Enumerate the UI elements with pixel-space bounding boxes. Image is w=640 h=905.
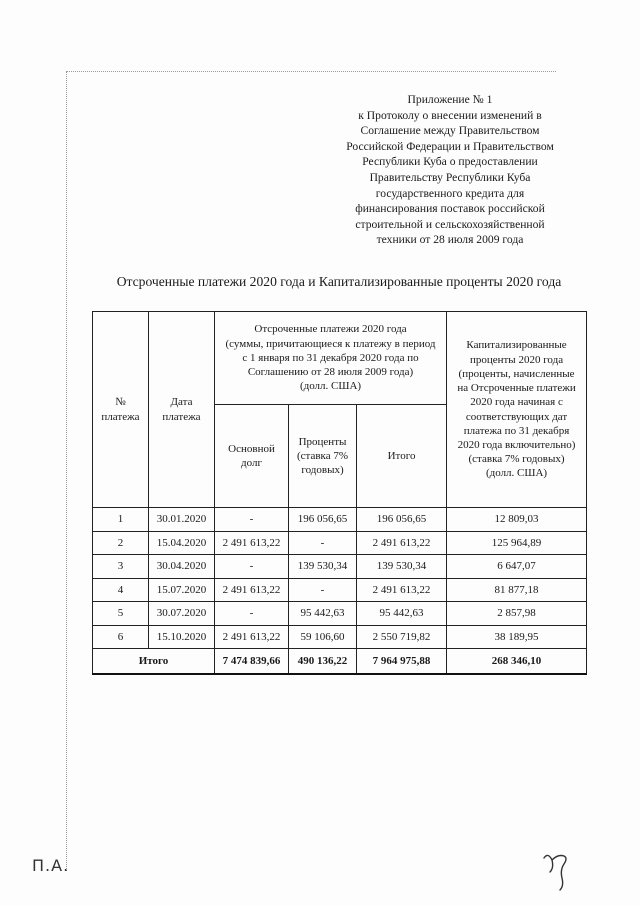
header-text: соответствующих дат (465, 410, 568, 423)
header-text: платежа (162, 410, 201, 423)
header-capitalized-interest (447, 312, 587, 508)
appendix-line: Правительству Республики Куба (369, 170, 531, 184)
header-text: (ставка 7% годовых) (468, 453, 565, 466)
table-row (93, 555, 587, 579)
appendix-line: строительной и сельскохозяйственной (355, 217, 545, 231)
cell-principal: - (215, 602, 289, 626)
cell-principal: 2 491 613,22 (215, 578, 289, 602)
initials: П.А. (32, 856, 70, 875)
total-capitalized: 268 346,10 (447, 649, 587, 675)
cell-date: 30.01.2020 (149, 508, 215, 532)
header-text: (суммы, причитающиеся к платежу в период (225, 337, 436, 350)
total-sum: 7 964 975,88 (357, 649, 447, 675)
cell-interest: 95 442,63 (289, 602, 357, 626)
cell-no: 4 (93, 578, 149, 602)
header-text: 2020 года включительно) (457, 438, 576, 451)
cell-total: 196 056,65 (357, 508, 447, 532)
header-text: 2020 года начиная с (470, 396, 563, 409)
scan-frame-left (66, 71, 67, 871)
cell-total: 2 550 719,82 (357, 625, 447, 649)
cell-date: 30.04.2020 (149, 555, 215, 579)
appendix-line: финансирования поставок российской (355, 202, 545, 216)
cell-capitalized: 12 809,03 (447, 508, 587, 532)
header-text: Отсроченные платежи 2020 года (254, 323, 407, 336)
cell-interest: 139 530,34 (289, 555, 357, 579)
total-principal: 7 474 839,66 (215, 649, 289, 675)
cell-capitalized: 81 877,18 (447, 578, 587, 602)
header-text: Капитализированные (466, 339, 567, 352)
header-total: Итого (357, 405, 447, 508)
header-text: (ставка 7% (296, 449, 349, 462)
cell-no: 1 (93, 508, 149, 532)
header-principal (215, 405, 289, 508)
header-deferred-payments (215, 312, 447, 405)
header-text: проценты 2020 года (469, 353, 564, 366)
table-row (93, 578, 587, 602)
header-text: долг (241, 457, 262, 469)
table-title: Отсроченные платежи 2020 года и Капитализированные проценты 2020 года (116, 274, 562, 289)
cell-total: 2 491 613,22 (357, 531, 447, 555)
header-text: (проценты, начисленные (458, 367, 575, 380)
header-text: (долл. США) (485, 467, 548, 480)
header-text: Основной (228, 442, 275, 455)
header-text: Дата (170, 396, 193, 409)
header-text: с 1 января по 31 декабря 2020 года по (242, 351, 419, 364)
cell-principal: 2 491 613,22 (215, 625, 289, 649)
cell-capitalized: 2 857,98 (447, 602, 587, 626)
header-text: № (115, 396, 126, 409)
cell-date: 30.07.2020 (149, 602, 215, 626)
table-row (93, 625, 587, 649)
total-row (93, 649, 587, 675)
header-payment-number (93, 312, 149, 508)
header-text: на Отсроченные платежи (457, 382, 576, 395)
cell-total: 95 442,63 (357, 602, 447, 626)
header-text: платежа (101, 410, 140, 423)
total-label: Итого (93, 649, 215, 675)
appendix-line: техники от 28 июля 2009 года (376, 233, 524, 247)
appendix-header (320, 92, 580, 248)
cell-no: 2 (93, 531, 149, 555)
signature-mark (540, 848, 580, 897)
appendix-line: Российской Федерации и Правительством (346, 139, 554, 153)
cell-principal: 2 491 613,22 (215, 531, 289, 555)
total-interest: 490 136,22 (289, 649, 357, 675)
cell-interest: - (289, 531, 357, 555)
appendix-line: государственного кредита для (375, 186, 525, 200)
cell-principal: - (215, 508, 289, 532)
header-text: Проценты (298, 435, 347, 448)
cell-date: 15.07.2020 (149, 578, 215, 602)
cell-total: 2 491 613,22 (357, 578, 447, 602)
cell-principal: - (215, 555, 289, 579)
cell-no: 5 (93, 602, 149, 626)
cell-interest: 196 056,65 (289, 508, 357, 532)
appendix-line: Приложение № 1 (407, 93, 493, 106)
header-payment-date (149, 312, 215, 508)
header-interest (289, 405, 357, 508)
cell-capitalized: 125 964,89 (447, 531, 587, 555)
header-text: платежа по 31 декабря (463, 424, 570, 437)
table-row (93, 508, 587, 532)
cell-capitalized: 38 189,95 (447, 625, 587, 649)
appendix-line: Республики Куба о предоставлении (362, 155, 538, 169)
appendix-line: к Протоколу о внесении изменений в (358, 108, 542, 122)
table-row (93, 531, 587, 555)
table-row (93, 602, 587, 626)
cell-interest: - (289, 578, 357, 602)
cell-no: 3 (93, 555, 149, 579)
header-text: годовых) (301, 464, 344, 477)
header-text: Соглашению от 28 июля 2009 года) (247, 366, 414, 379)
appendix-line: Соглашение между Правительством (360, 124, 540, 138)
cell-date: 15.10.2020 (149, 625, 215, 649)
scan-frame-top (66, 71, 556, 72)
cell-capitalized: 6 647,07 (447, 555, 587, 579)
cell-interest: 59 106,60 (289, 625, 357, 649)
cell-date: 15.04.2020 (149, 531, 215, 555)
signature-icon (540, 848, 580, 892)
cell-total: 139 530,34 (357, 555, 447, 579)
payments-table (92, 311, 587, 675)
cell-no: 6 (93, 625, 149, 649)
header-text: (долл. США) (299, 380, 362, 393)
